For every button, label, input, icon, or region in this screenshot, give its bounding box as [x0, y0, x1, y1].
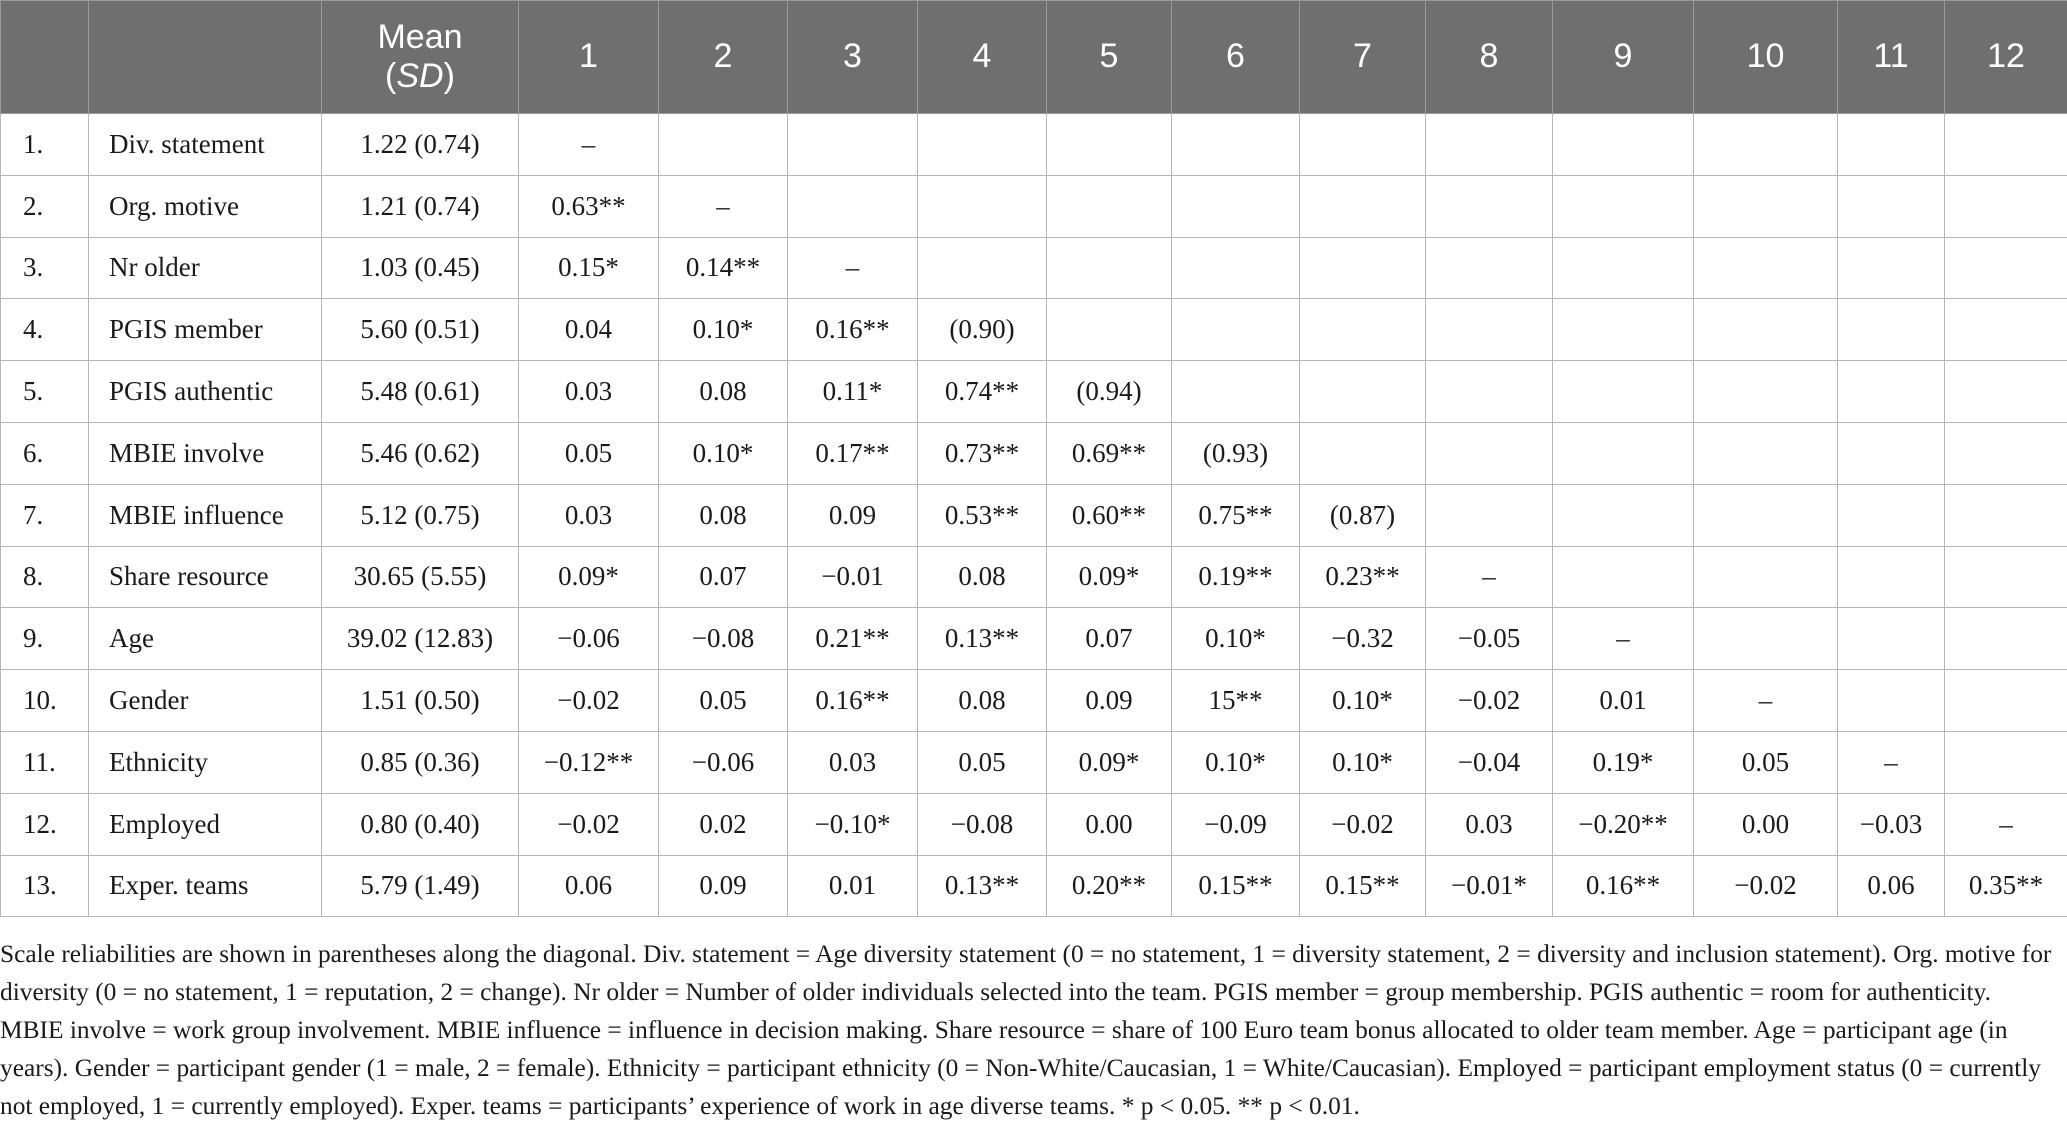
header-col-8: 8 [1426, 1, 1553, 114]
correlation-cell [918, 114, 1047, 176]
header-col-9: 9 [1553, 1, 1694, 114]
correlation-cell: 0.09* [1047, 546, 1172, 608]
correlation-cell: 0.53** [918, 484, 1047, 546]
correlation-cell: 0.09* [519, 546, 659, 608]
correlation-cell: – [659, 175, 788, 237]
correlation-cell [1426, 299, 1553, 361]
correlation-cell [1945, 608, 2067, 670]
correlation-cell [1172, 175, 1300, 237]
correlation-cell [1047, 114, 1172, 176]
correlation-cell: – [1694, 670, 1838, 732]
correlation-cell: 0.09 [659, 855, 788, 917]
table-row [1, 670, 2067, 732]
table-row [1, 114, 2067, 176]
correlation-cell: −0.10* [788, 793, 918, 855]
mean-sd-cell: 5.60 (0.51) [322, 299, 519, 361]
correlation-cell: 0.16** [788, 299, 918, 361]
correlation-cell [1694, 299, 1838, 361]
correlation-cell: −0.06 [519, 608, 659, 670]
correlation-cell: 0.06 [1838, 855, 1945, 917]
correlation-cell [1945, 114, 2067, 176]
correlation-cell: 0.69** [1047, 422, 1172, 484]
correlation-cell [1300, 299, 1426, 361]
table-row [1, 175, 2067, 237]
row-number: 12. [1, 793, 89, 855]
correlation-cell: – [1426, 546, 1553, 608]
correlation-cell: 0.15** [1172, 855, 1300, 917]
correlation-cell: 0.14** [659, 237, 788, 299]
correlation-cell: 0.75** [1172, 484, 1300, 546]
mean-sd-cell: 0.85 (0.36) [322, 731, 519, 793]
correlation-cell [1172, 361, 1300, 423]
correlation-cell: – [1838, 731, 1945, 793]
table-row [1, 361, 2067, 423]
correlation-cell [1838, 237, 1945, 299]
correlation-cell: 0.10* [1300, 670, 1426, 732]
correlation-cell [1172, 114, 1300, 176]
correlation-cell: 0.20** [1047, 855, 1172, 917]
correlation-cell: 0.16** [788, 670, 918, 732]
mean-sd-cell: 1.51 (0.50) [322, 670, 519, 732]
header-mean-sd: Mean (SD) [322, 1, 519, 114]
header-sd-label: SD [396, 57, 444, 95]
correlation-cell: −0.02 [519, 793, 659, 855]
correlation-cell: 0.74** [918, 361, 1047, 423]
correlation-cell: 0.13** [918, 608, 1047, 670]
correlation-cell: 0.73** [918, 422, 1047, 484]
correlation-cell [1838, 608, 1945, 670]
correlation-cell: 0.63** [519, 175, 659, 237]
correlation-cell [1694, 484, 1838, 546]
correlation-cell [1945, 175, 2067, 237]
table-row [1, 422, 2067, 484]
mean-sd-cell: 39.02 (12.83) [322, 608, 519, 670]
row-number: 3. [1, 237, 89, 299]
table-footnote [0, 935, 2060, 1125]
correlation-cell [1553, 175, 1694, 237]
table-body [1, 114, 2067, 917]
correlation-cell: 0.00 [1694, 793, 1838, 855]
correlation-cell [1945, 422, 2067, 484]
correlation-cell [1945, 361, 2067, 423]
correlation-cell [1553, 484, 1694, 546]
correlation-cell [1838, 422, 1945, 484]
correlation-cell: −0.20** [1553, 793, 1694, 855]
variable-name: MBIE influence [89, 484, 322, 546]
correlation-cell [1553, 114, 1694, 176]
variable-name: Div. statement [89, 114, 322, 176]
correlation-cell [1838, 484, 1945, 546]
correlation-cell: 0.09 [1047, 670, 1172, 732]
correlation-cell [1426, 422, 1553, 484]
correlation-cell: −0.04 [1426, 731, 1553, 793]
correlation-cell [1945, 484, 2067, 546]
correlation-cell: 15** [1172, 670, 1300, 732]
correlation-cell: 0.04 [519, 299, 659, 361]
variable-name: MBIE involve [89, 422, 322, 484]
mean-sd-cell: 5.46 (0.62) [322, 422, 519, 484]
correlation-cell [1838, 114, 1945, 176]
correlation-cell: 0.09 [788, 484, 918, 546]
correlation-cell [1300, 422, 1426, 484]
correlation-cell [1945, 237, 2067, 299]
correlation-cell: 0.35** [1945, 855, 2067, 917]
correlation-cell: 0.03 [519, 361, 659, 423]
correlation-cell: – [1945, 793, 2067, 855]
correlation-cell: −0.05 [1426, 608, 1553, 670]
correlation-cell [1838, 670, 1945, 732]
variable-name: Gender [89, 670, 322, 732]
correlation-cell: (0.90) [918, 299, 1047, 361]
table-row [1, 299, 2067, 361]
correlation-cell: 0.19** [1172, 546, 1300, 608]
variable-name: PGIS member [89, 299, 322, 361]
correlation-cell [1945, 546, 2067, 608]
correlation-cell [1426, 114, 1553, 176]
correlation-cell [1172, 237, 1300, 299]
correlation-cell [1694, 546, 1838, 608]
correlation-cell [1300, 175, 1426, 237]
correlation-cell: 0.01 [1553, 670, 1694, 732]
correlation-cell: 0.19* [1553, 731, 1694, 793]
correlation-cell: −0.02 [1694, 855, 1838, 917]
header-col-7: 7 [1300, 1, 1426, 114]
table-row [1, 793, 2067, 855]
correlation-cell [1300, 237, 1426, 299]
correlation-cell: – [788, 237, 918, 299]
correlation-cell: −0.03 [1838, 793, 1945, 855]
table-row [1, 731, 2067, 793]
correlation-cell [1172, 299, 1300, 361]
correlation-cell: 0.10* [1172, 731, 1300, 793]
variable-name: Age [89, 608, 322, 670]
header-col-10: 10 [1694, 1, 1838, 114]
correlation-cell: – [1553, 608, 1694, 670]
correlation-cell: −0.12** [519, 731, 659, 793]
correlation-cell [1945, 299, 2067, 361]
correlation-cell [1047, 175, 1172, 237]
correlation-cell [1945, 731, 2067, 793]
variable-name: Employed [89, 793, 322, 855]
correlation-cell: 0.07 [659, 546, 788, 608]
correlation-cell: −0.02 [1300, 793, 1426, 855]
header-mean-label: Mean [377, 17, 463, 56]
header-col-3: 3 [788, 1, 918, 114]
correlation-cell: 0.15** [1300, 855, 1426, 917]
table-header-row [1, 1, 2067, 114]
correlation-cell [1838, 175, 1945, 237]
mean-sd-cell: 5.12 (0.75) [322, 484, 519, 546]
correlation-cell: 0.10* [659, 422, 788, 484]
correlation-cell: 0.08 [659, 361, 788, 423]
correlation-cell: 0.60** [1047, 484, 1172, 546]
correlation-cell [1694, 237, 1838, 299]
header-col-11: 11 [1838, 1, 1945, 114]
mean-sd-cell: 1.03 (0.45) [322, 237, 519, 299]
row-number: 1. [1, 114, 89, 176]
correlation-cell [1694, 175, 1838, 237]
variable-name: Org. motive [89, 175, 322, 237]
correlation-cell: – [519, 114, 659, 176]
correlation-cell: −0.32 [1300, 608, 1426, 670]
mean-sd-cell: 1.21 (0.74) [322, 175, 519, 237]
correlation-cell [1838, 299, 1945, 361]
correlation-cell: 0.03 [1426, 793, 1553, 855]
correlation-cell: 0.05 [519, 422, 659, 484]
table-row [1, 546, 2067, 608]
correlation-cell: 0.23** [1300, 546, 1426, 608]
correlation-cell: (0.94) [1047, 361, 1172, 423]
correlation-cell [659, 114, 788, 176]
correlation-cell [1426, 484, 1553, 546]
correlation-cell [1047, 299, 1172, 361]
footnote-text: Scale reliabilities are shown in parentheses along the diagonal. Div. statement = Age diversity statement (0 = no statement, 1 = diversity statement, 2 = diversity and inclusion statement). Org. motive for diversity (0 = no statement, 1 = reputation, 2 = change). Nr older = Number of older individuals selected into the team. PGIS member = group membership. PGIS authentic = room for authenticity. MBIE involve = work group involvement. MBIE influence = influence in decision making. Share resource = share of 100 Euro team bonus allocated to older team member. Age = participant age (in years). Gender = participant gender (1 = male, 2 = female). Ethnicity = participant ethnicity (0 = Non-White/Caucasian, 1 = White/Caucasian). Employed = participant employment status (0 = currently not employed, 1 = currently employed). Exper. teams = participants’ experience of work in age diverse teams. * p < 0.05. ** p < 0.01. [0, 940, 2052, 1120]
table-row [1, 608, 2067, 670]
correlation-cell [1945, 670, 2067, 732]
row-number: 2. [1, 175, 89, 237]
row-number: 6. [1, 422, 89, 484]
correlation-cell [1047, 237, 1172, 299]
variable-name: Share resource [89, 546, 322, 608]
mean-sd-cell: 30.65 (5.55) [322, 546, 519, 608]
row-number: 10. [1, 670, 89, 732]
correlation-cell: 0.16** [1553, 855, 1694, 917]
mean-sd-cell: 1.22 (0.74) [322, 114, 519, 176]
correlation-cell [1553, 361, 1694, 423]
correlation-cell: 0.10* [1300, 731, 1426, 793]
header-col-1: 1 [519, 1, 659, 114]
correlation-cell [1553, 546, 1694, 608]
header-col-2: 2 [659, 1, 788, 114]
row-number: 5. [1, 361, 89, 423]
correlation-cell: 0.05 [1694, 731, 1838, 793]
row-number: 13. [1, 855, 89, 917]
correlation-cell: 0.08 [918, 546, 1047, 608]
correlation-cell [1694, 422, 1838, 484]
row-number: 9. [1, 608, 89, 670]
row-number: 4. [1, 299, 89, 361]
correlation-cell: −0.01* [1426, 855, 1553, 917]
correlation-cell: 0.13** [918, 855, 1047, 917]
correlation-cell: 0.03 [788, 731, 918, 793]
correlation-cell [1426, 361, 1553, 423]
correlation-cell: −0.09 [1172, 793, 1300, 855]
correlation-cell: 0.08 [659, 484, 788, 546]
mean-sd-cell: 5.48 (0.61) [322, 361, 519, 423]
correlation-cell [1553, 422, 1694, 484]
correlation-cell [1553, 237, 1694, 299]
mean-sd-cell: 0.80 (0.40) [322, 793, 519, 855]
header-col-4: 4 [918, 1, 1047, 114]
correlation-cell [1300, 114, 1426, 176]
correlation-cell: −0.06 [659, 731, 788, 793]
correlation-cell: 0.05 [918, 731, 1047, 793]
variable-name: PGIS authentic [89, 361, 322, 423]
correlation-cell: −0.08 [659, 608, 788, 670]
row-number: 8. [1, 546, 89, 608]
correlation-cell [918, 175, 1047, 237]
header-blank-var [89, 1, 322, 114]
correlation-cell: 0.06 [519, 855, 659, 917]
correlation-cell: 0.07 [1047, 608, 1172, 670]
table-row [1, 484, 2067, 546]
variable-name: Nr older [89, 237, 322, 299]
correlation-cell: 0.00 [1047, 793, 1172, 855]
correlation-cell: 0.09* [1047, 731, 1172, 793]
correlation-cell [1426, 175, 1553, 237]
header-blank-num [1, 1, 89, 114]
correlation-cell [1426, 237, 1553, 299]
row-number: 7. [1, 484, 89, 546]
correlation-cell [918, 237, 1047, 299]
correlation-cell [1553, 299, 1694, 361]
correlation-cell [788, 114, 918, 176]
correlation-cell [1838, 546, 1945, 608]
correlation-cell: −0.02 [1426, 670, 1553, 732]
correlation-cell: −0.01 [788, 546, 918, 608]
header-col-6: 6 [1172, 1, 1300, 114]
variable-name: Ethnicity [89, 731, 322, 793]
correlation-cell: (0.87) [1300, 484, 1426, 546]
correlation-cell: 0.21** [788, 608, 918, 670]
header-col-5: 5 [1047, 1, 1172, 114]
correlation-cell: 0.17** [788, 422, 918, 484]
correlation-cell: −0.02 [519, 670, 659, 732]
correlation-cell: 0.03 [519, 484, 659, 546]
correlation-cell [788, 175, 918, 237]
correlation-cell [1694, 114, 1838, 176]
correlation-cell: 0.10* [659, 299, 788, 361]
table-row [1, 237, 2067, 299]
header-col-12: 12 [1945, 1, 2067, 114]
correlation-cell [1838, 361, 1945, 423]
correlation-cell: 0.02 [659, 793, 788, 855]
correlation-cell: −0.08 [918, 793, 1047, 855]
correlation-cell: 0.10* [1172, 608, 1300, 670]
correlation-cell: 0.11* [788, 361, 918, 423]
row-number: 11. [1, 731, 89, 793]
mean-sd-cell: 5.79 (1.49) [322, 855, 519, 917]
table-row [1, 855, 2067, 917]
correlation-cell: 0.15* [519, 237, 659, 299]
correlation-cell [1694, 361, 1838, 423]
correlation-cell: (0.93) [1172, 422, 1300, 484]
correlation-cell: 0.05 [659, 670, 788, 732]
correlation-cell [1300, 361, 1426, 423]
correlation-cell: 0.01 [788, 855, 918, 917]
correlation-cell [1694, 608, 1838, 670]
correlation-cell: 0.08 [918, 670, 1047, 732]
variable-name: Exper. teams [89, 855, 322, 917]
